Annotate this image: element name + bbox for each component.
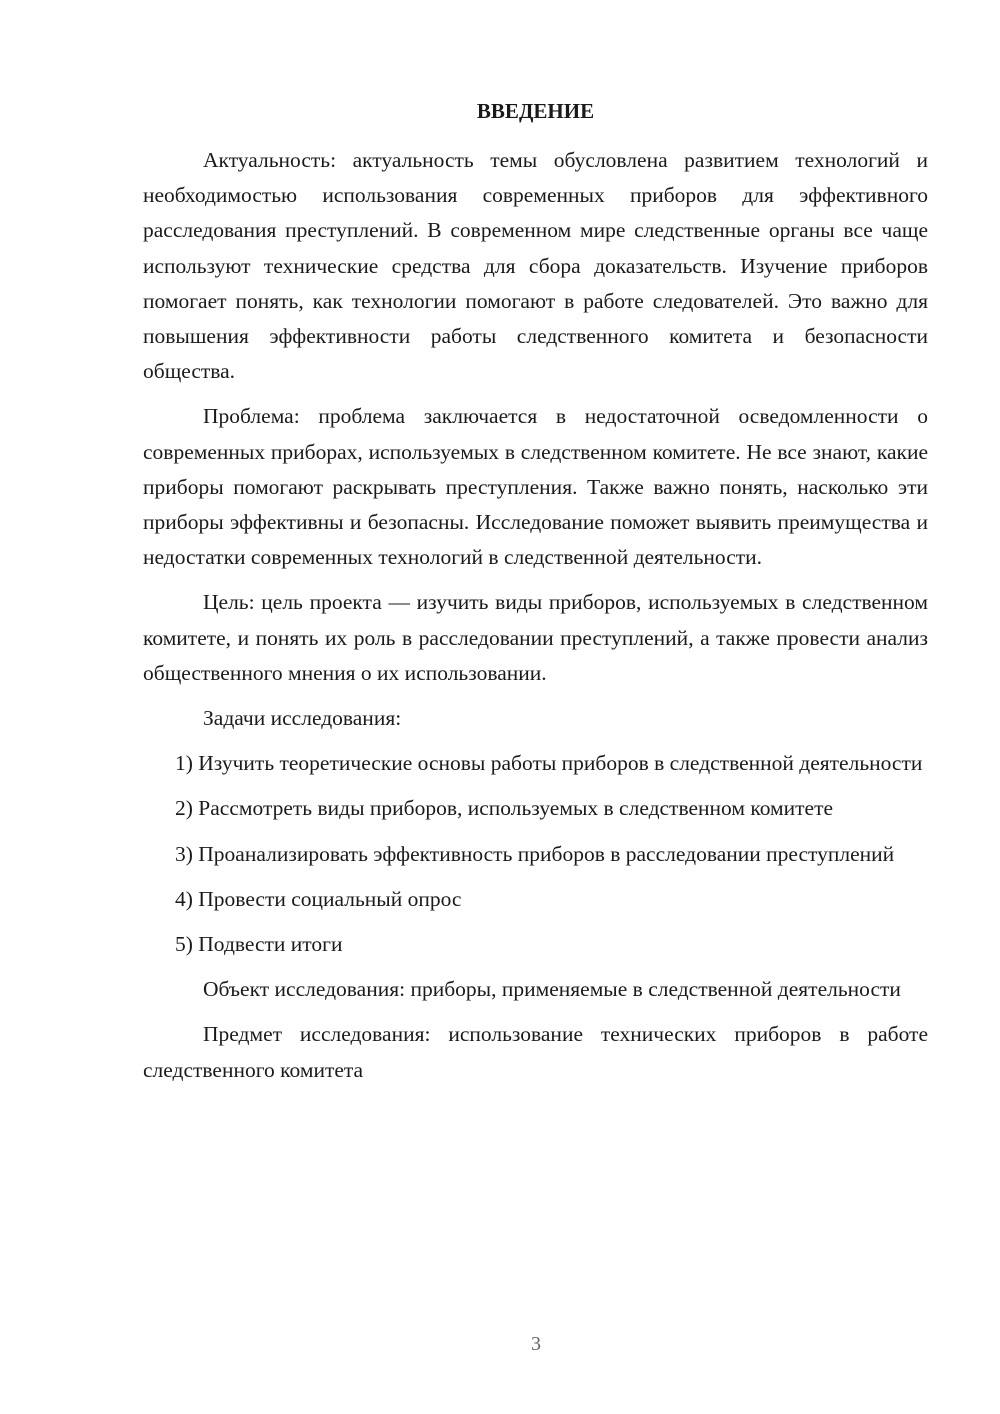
task-item: 1) Изучить теоретические основы работы приборов в следственной деятельности — [175, 751, 923, 776]
object-paragraph: Объект исследования: приборы, применяемые в следственной деятельности — [203, 977, 901, 1002]
section-title: ВВЕДЕНИЕ — [476, 99, 595, 123]
tasks-heading: Задачи исследования: — [203, 706, 402, 731]
page-number: 3 — [531, 1333, 541, 1355]
task-item: 3) Проанализировать эффективность приборов в расследовании преступлений — [175, 841, 895, 866]
task-item: 5) Подвести итоги — [175, 932, 343, 957]
task-item: 2) Рассмотреть виды приборов, используемых в следственном комитете — [175, 796, 834, 821]
goal-paragraph: Цель: цель проекта — изучить виды приборов, используемых в следственном комитете, и понять их роль в расследовании преступлений, а также провести анализ общественного мнения о их использовании. — [143, 590, 928, 685]
relevance-paragraph: Актуальность: актуальность темы обусловлена развитием технологий и необходимостью использования современных приборов для эффективного расследования преступлений. В современном мире следственные органы все чаще используют технические средства для сбора доказательств. Изучение приборов помогает понять, как технологии помогают в работе следователей. Это важно для повышения эффективности работы следственного комитета и безопасности общества. — [143, 148, 928, 384]
task-item: 4) Провести социальный опрос — [175, 886, 462, 911]
subject-paragraph: Предмет исследования: использование технических приборов в работе следственного комитета — [143, 1022, 928, 1082]
document-body — [143, 143, 928, 1088]
problem-paragraph: Проблема: проблема заключается в недостаточной осведомленности о современных приборах, используемых в следственном комитете. Не все знают, какие приборы помогают раскрывать преступления. Также важно понять, насколько эти приборы эффективны и безопасны. Исследование поможет выявить преимущества и недостатки современных технологий в следственной деятельности. — [143, 404, 928, 570]
